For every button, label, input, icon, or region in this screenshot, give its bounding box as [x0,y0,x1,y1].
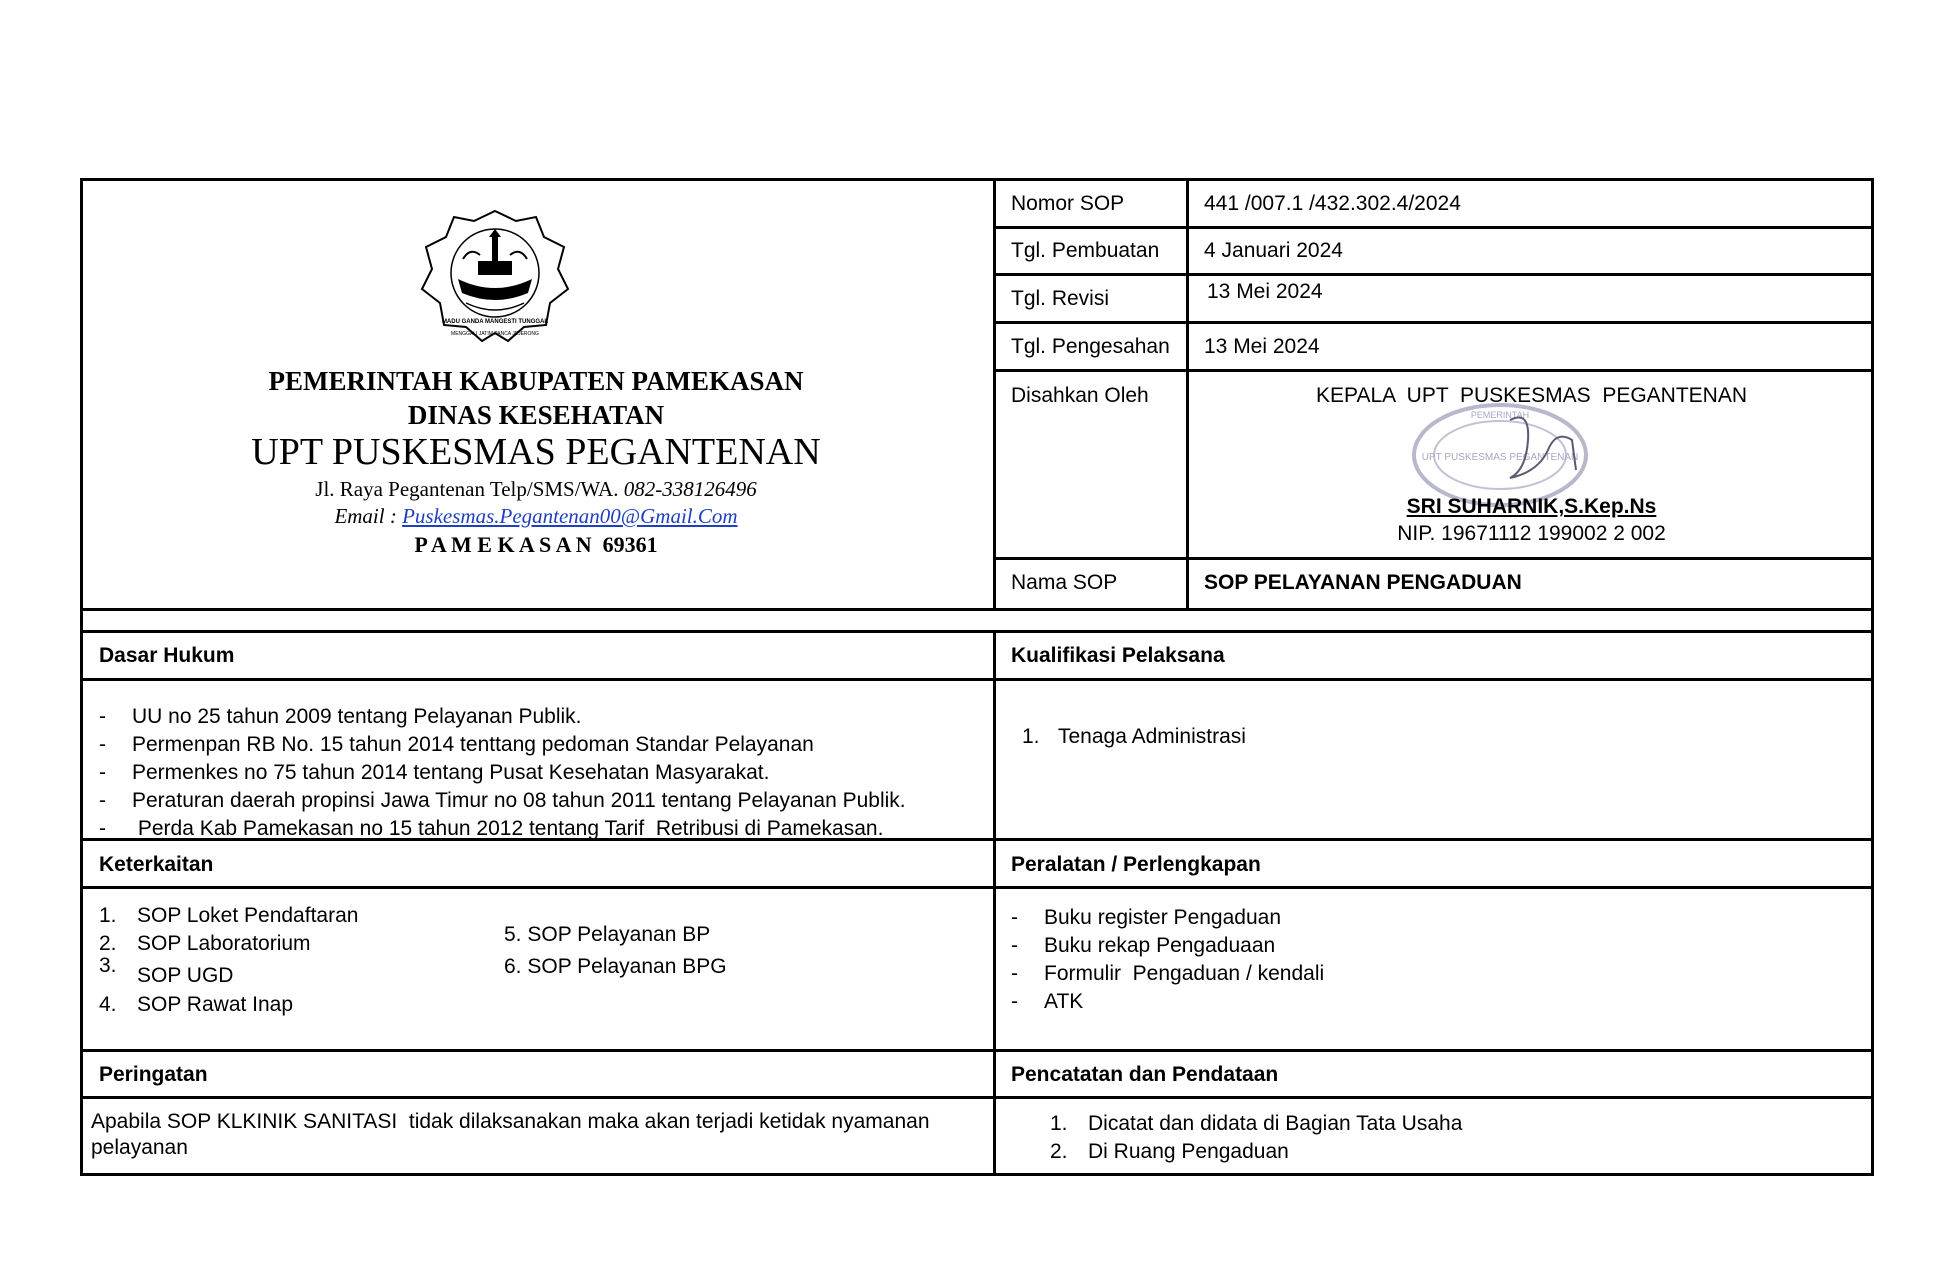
dasar-hukum-item: - Permenpan RB No. 15 tahun 2014 tenttang pedoman Standar Pelayanan [99,733,814,756]
pencatatan-title: Pencatatan dan Pendataan [1011,1063,1279,1086]
pengesahan-value: 13 Mei 2024 [1204,335,1320,358]
keterkaitan-item: 3. SOP UGD [99,954,234,987]
header-bottom-line [80,608,1874,611]
keterkaitan-item: 5. SOP Pelayanan BP [504,923,711,946]
peralatan-title: Peralatan / Perlengkapan [1011,853,1261,876]
gov-line-2: DINAS KESEHATAN [407,400,665,430]
kualifikasi-title: Kualifikasi Pelaksana [1011,644,1225,667]
row-line [80,678,1874,681]
gov-line-1: PEMERINTAH KABUPATEN PAMEKASAN [268,366,804,396]
meta-line [993,273,1874,276]
revisi-label: Tgl. Revisi [1011,287,1110,310]
peringatan-text: Apabila SOP KLKINIK SANITASI tidak dilaksanakan maka akan terjadi ketidak nyamanan pelayanan [91,1110,936,1159]
address-text: Jl. Raya Pegantenan Telp/SMS/WA. [315,477,619,501]
pembuatan-value: 4 Januari 2024 [1204,239,1343,262]
revisi-value: 13 Mei 2024 [1207,280,1323,303]
pengesahan-label: Tgl. Pengesahan [1011,335,1170,358]
address-line [82,476,990,502]
pembuatan-label: Tgl. Pembuatan [1011,239,1160,262]
dasar-hukum-item: - UU no 25 tahun 2009 tentang Pelayanan Publik. [99,705,582,728]
nomor-value: 441 /007.1 /432.302.4/2024 [1204,192,1461,215]
dasar-hukum-item: - Perda Kab Pamekasan no 15 tahun 2012 tentang Tarif Retribusi di Pamekasan. [99,817,884,840]
svg-text:MADU GANDA MANGESTI TUNGGAL: MADU GANDA MANGESTI TUNGGAL [441,319,549,325]
peralatan-item: - ATK [1011,990,1084,1013]
keterkaitan-item: 4. SOP Rawat Inap [99,993,294,1016]
column-divider-top [993,178,996,610]
row-line [80,1049,1874,1052]
signer-name: SRI SUHARNIK,S.Kep.Ns [1406,495,1657,518]
spacer-line [80,630,1874,633]
pencatatan-item: 1. Dicatat dan didata di Bagian Tata Usaha [1050,1112,1463,1135]
disahkan-title: KEPALA UPT PUSKESMAS PEGANTENAN [1315,384,1748,407]
email-link[interactable]: Puskesmas.Pegantenan00@Gmail.Com [402,504,738,528]
dasar-hukum-item: - Peraturan daerah propinsi Jawa Timur no 08 tahun 2011 tentang Pelayanan Publik. [99,789,906,812]
nomor-label: Nomor SOP [1011,192,1125,215]
keterkaitan-item: 2. SOP Laboratorium [99,932,311,955]
dasar-hukum-title: Dasar Hukum [99,644,235,667]
phone-number: 082-338126496 [623,477,757,501]
email-label: Email : [334,504,397,528]
peringatan-title: Peringatan [99,1063,208,1086]
org-name: UPT PUSKESMAS PEGANTENAN [251,431,821,473]
nama-sop-label: Nama SOP [1011,571,1118,594]
row-line [80,886,1874,889]
nama-sop-value: SOP PELAYANAN PENGADUAN [1204,571,1522,594]
email-line [82,503,990,529]
column-divider-bottom [993,632,996,1176]
keterkaitan-item: 6. SOP Pelayanan BPG [504,955,727,978]
sop-frame [80,178,1874,1176]
meta-line [993,226,1874,229]
pencatatan-item: 2. Di Ruang Pengaduan [1050,1140,1289,1163]
svg-text:UPT PUSKESMAS PEGANTENAN: UPT PUSKESMAS PEGANTENAN [1421,452,1579,463]
disahkan-label: Disahkan Oleh [1011,384,1149,407]
svg-text:MENGGALI JATIM PANCA JEJERONG: MENGGALI JATIM PANCA JEJERONG [451,331,539,337]
peralatan-item: - Formulir Pengaduan / kendali [1011,962,1325,985]
dasar-hukum-item: - Permenkes no 75 tahun 2014 tentang Pusat Kesehatan Masyarakat. [99,761,770,784]
meta-line [993,369,1874,372]
city-line: P A M E K A S A N 69361 [414,532,658,557]
signer-nip: NIP. 19671112 199002 2 002 [1397,522,1666,545]
peralatan-item: - Buku register Pengaduan [1011,906,1281,929]
keterkaitan-title: Keterkaitan [99,853,214,876]
meta-line [993,557,1874,560]
keterkaitan-item: 1. SOP Loket Pendaftaran [99,904,359,927]
government-logo [418,207,572,345]
kualifikasi-item: 1. Tenaga Administrasi [1022,725,1246,748]
row-line [80,1096,1874,1099]
meta-line [993,321,1874,324]
government-name [82,364,990,432]
peralatan-item: - Buku rekap Pengaduaan [1011,934,1276,957]
svg-text:PEMERINTAH: PEMERINTAH [1470,410,1530,420]
